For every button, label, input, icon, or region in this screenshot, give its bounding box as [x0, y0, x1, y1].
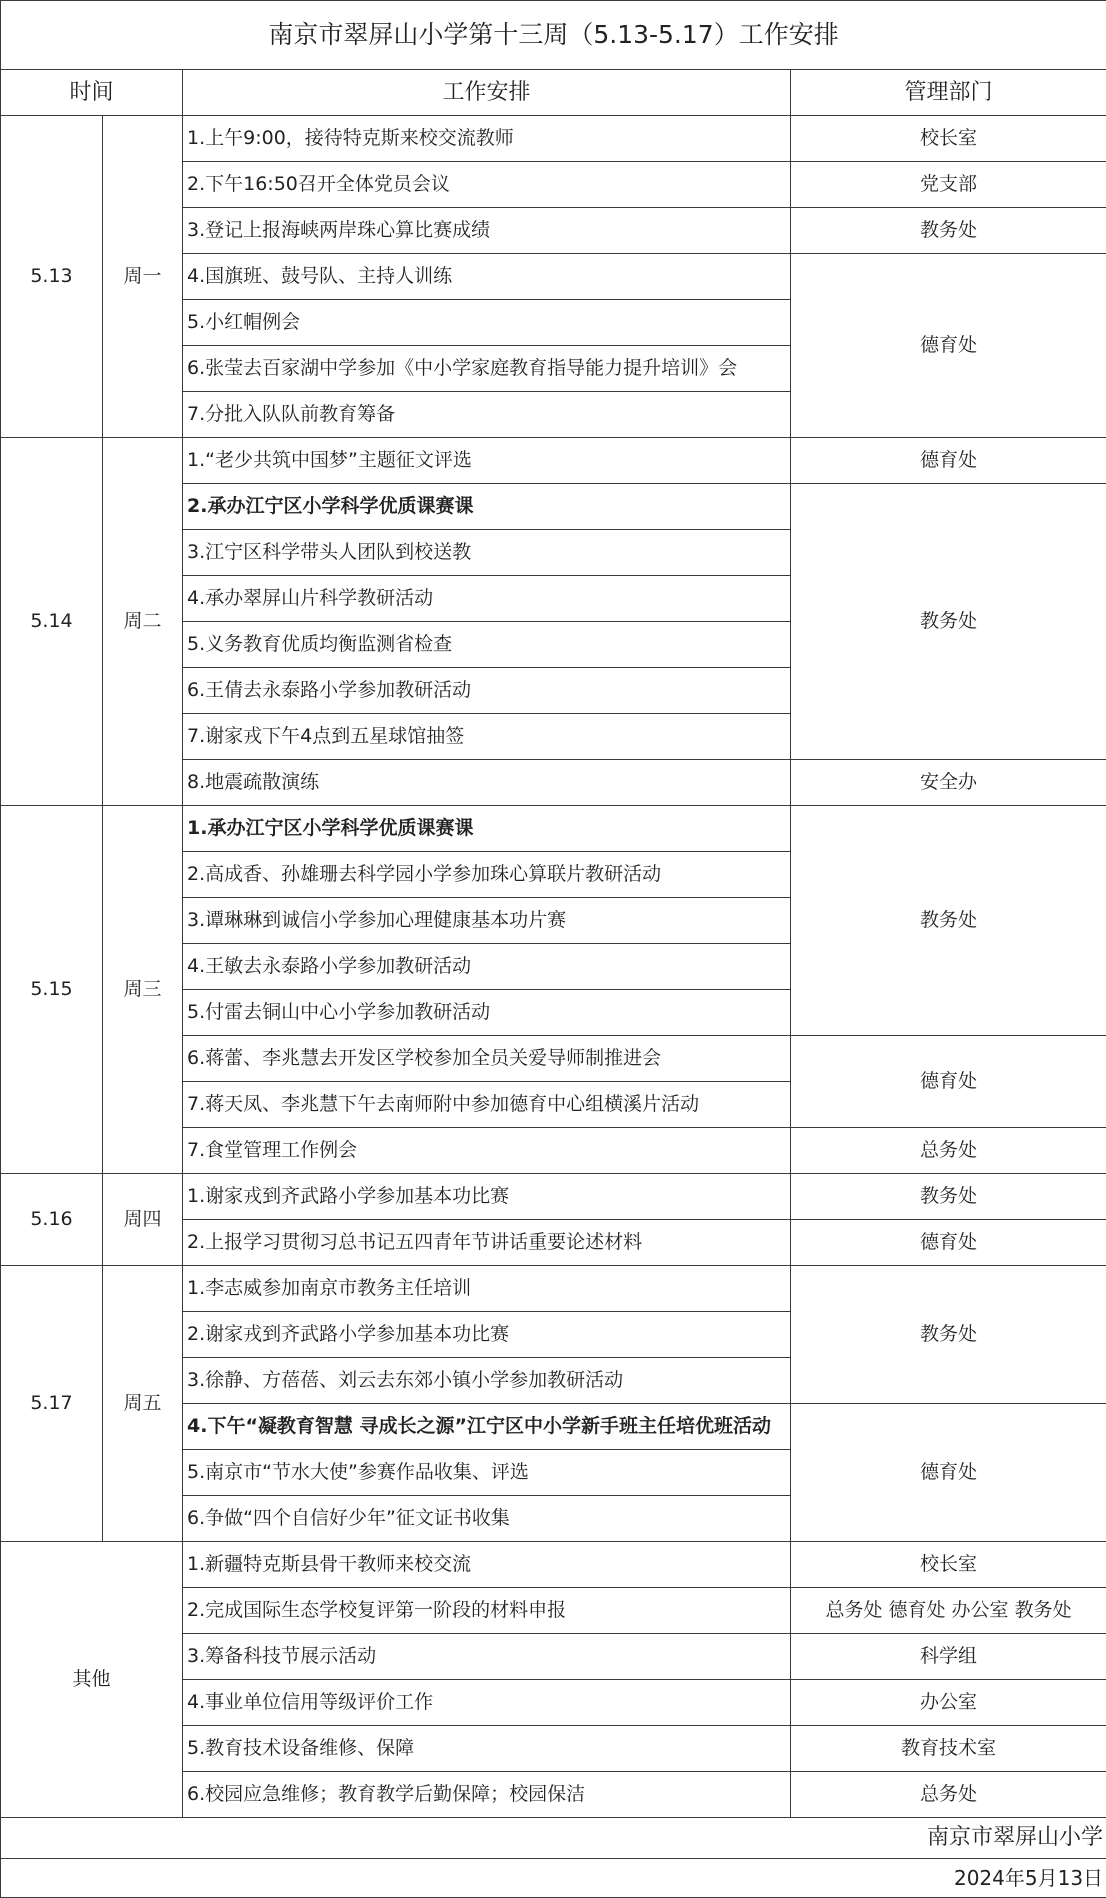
- header-work: 工作安排: [183, 70, 791, 116]
- dept-cell: 教务处: [791, 484, 1106, 760]
- dept-cell: 校长室: [791, 116, 1106, 162]
- date-cell: 5.13: [1, 116, 103, 438]
- task-cell: 1.新疆特克斯县骨干教师来校交流: [183, 1542, 791, 1588]
- task-cell: 1.谢家戎到齐武路小学参加基本功比赛: [183, 1174, 791, 1220]
- task-cell: 2.上报学习贯彻习总书记五四青年节讲话重要论述材料: [183, 1220, 791, 1266]
- task-cell: 3.徐静、方蓓蓓、刘云去东郊小镇小学参加教研活动: [183, 1358, 791, 1404]
- task-cell: 2.完成国际生态学校复评第一阶段的材料申报: [183, 1588, 791, 1634]
- dept-cell: 教务处: [791, 1266, 1106, 1404]
- task-cell: 6.张莹去百家湖中学参加《中小学家庭教育指导能力提升培训》会: [183, 346, 791, 392]
- task-cell: 1.“老少共筑中国梦”主题征文评选: [183, 438, 791, 484]
- other-label: 其他: [1, 1542, 183, 1818]
- task-cell: 4.下午“凝教育智慧 寻成长之源”江宁区中小学新手班主任培优班活动: [183, 1404, 791, 1450]
- task-cell: 4.承办翠屏山片科学教研活动: [183, 576, 791, 622]
- table-row: [1, 1174, 1106, 1220]
- task-cell: 1.李志威参加南京市教务主任培训: [183, 1266, 791, 1312]
- task-cell: 4.国旗班、鼓号队、主持人训练: [183, 254, 791, 300]
- task-cell: 5.付雷去铜山中心小学参加教研活动: [183, 990, 791, 1036]
- dept-cell: 总务处: [791, 1772, 1106, 1818]
- dept-cell: 德育处: [791, 1220, 1106, 1266]
- task-cell: 3.谭琳琳到诚信小学参加心理健康基本功片赛: [183, 898, 791, 944]
- task-cell: 1.上午9:00，接待特克斯来校交流教师: [183, 116, 791, 162]
- date-cell: 5.17: [1, 1266, 103, 1542]
- dept-cell: 教务处: [791, 1174, 1106, 1220]
- task-cell: 6.王倩去永泰路小学参加教研活动: [183, 668, 791, 714]
- task-cell: 2.下午16:50召开全体党员会议: [183, 162, 791, 208]
- table-row: [1, 438, 1106, 484]
- header-dept: 管理部门: [791, 70, 1106, 116]
- footer-date: 2024年5月13日: [1, 1859, 1106, 1898]
- header-time: 时间: [1, 70, 183, 116]
- dept-cell: 德育处: [791, 254, 1106, 438]
- task-cell: 3.江宁区科学带头人团队到校送教: [183, 530, 791, 576]
- task-cell: 1.承办江宁区小学科学优质课赛课: [183, 806, 791, 852]
- dept-cell: 教育技术室: [791, 1726, 1106, 1772]
- task-cell: 7.食堂管理工作例会: [183, 1128, 791, 1174]
- task-cell: 4.事业单位信用等级评价工作: [183, 1680, 791, 1726]
- task-cell: 6.争做“四个自信好少年”征文证书收集: [183, 1496, 791, 1542]
- weekday-cell: 周一: [103, 116, 183, 438]
- dept-cell: 党支部: [791, 162, 1106, 208]
- weekday-cell: 周三: [103, 806, 183, 1174]
- dept-cell: 总务处: [791, 1128, 1106, 1174]
- dept-cell: 德育处: [791, 1036, 1106, 1128]
- dept-cell: 德育处: [791, 438, 1106, 484]
- task-cell: 4.王敏去永泰路小学参加教研活动: [183, 944, 791, 990]
- table-row: [1, 806, 1106, 852]
- page-title: 南京市翠屏山小学第十三周（5.13-5.17）工作安排: [1, 1, 1106, 70]
- task-cell: 7.分批入队队前教育筹备: [183, 392, 791, 438]
- date-cell: 5.15: [1, 806, 103, 1174]
- task-cell: 2.谢家戎到齐武路小学参加基本功比赛: [183, 1312, 791, 1358]
- task-cell: 2.高成香、孙雄珊去科学园小学参加珠心算联片教研活动: [183, 852, 791, 898]
- dept-cell: 安全办: [791, 760, 1106, 806]
- weekday-cell: 周五: [103, 1266, 183, 1542]
- task-cell: 2.承办江宁区小学科学优质课赛课: [183, 484, 791, 530]
- task-cell: 6.蒋蕾、李兆慧去开发区学校参加全员关爱导师制推进会: [183, 1036, 791, 1082]
- task-cell: 5.义务教育优质均衡监测省检查: [183, 622, 791, 668]
- date-cell: 5.14: [1, 438, 103, 806]
- date-cell: 5.16: [1, 1174, 103, 1266]
- dept-cell: 教务处: [791, 208, 1106, 254]
- table-row: [1, 116, 1106, 162]
- task-cell: 8.地震疏散演练: [183, 760, 791, 806]
- task-cell: 3.筹备科技节展示活动: [183, 1634, 791, 1680]
- task-cell: 3.登记上报海峡两岸珠心算比赛成绩: [183, 208, 791, 254]
- task-cell: 5.小红帽例会: [183, 300, 791, 346]
- task-cell: 7.谢家戎下午4点到五星球馆抽签: [183, 714, 791, 760]
- dept-cell: 办公室: [791, 1680, 1106, 1726]
- dept-cell: 科学组: [791, 1634, 1106, 1680]
- task-cell: 5.南京市“节水大使”参赛作品收集、评选: [183, 1450, 791, 1496]
- weekday-cell: 周四: [103, 1174, 183, 1266]
- table-row: [1, 1266, 1106, 1312]
- dept-cell: 校长室: [791, 1542, 1106, 1588]
- dept-cell: 德育处: [791, 1404, 1106, 1542]
- table-row: [1, 1542, 1106, 1588]
- task-cell: 6.校园应急维修；教育教学后勤保障；校园保洁: [183, 1772, 791, 1818]
- dept-cell: 总务处 德育处 办公室 教务处: [791, 1588, 1106, 1634]
- task-cell: 5.教育技术设备维修、保障: [183, 1726, 791, 1772]
- task-cell: 7.蒋天凤、李兆慧下午去南师附中参加德育中心组横溪片活动: [183, 1082, 791, 1128]
- weekday-cell: 周二: [103, 438, 183, 806]
- dept-cell: 教务处: [791, 806, 1106, 1036]
- footer-organization: 南京市翠屏山小学: [1, 1818, 1106, 1859]
